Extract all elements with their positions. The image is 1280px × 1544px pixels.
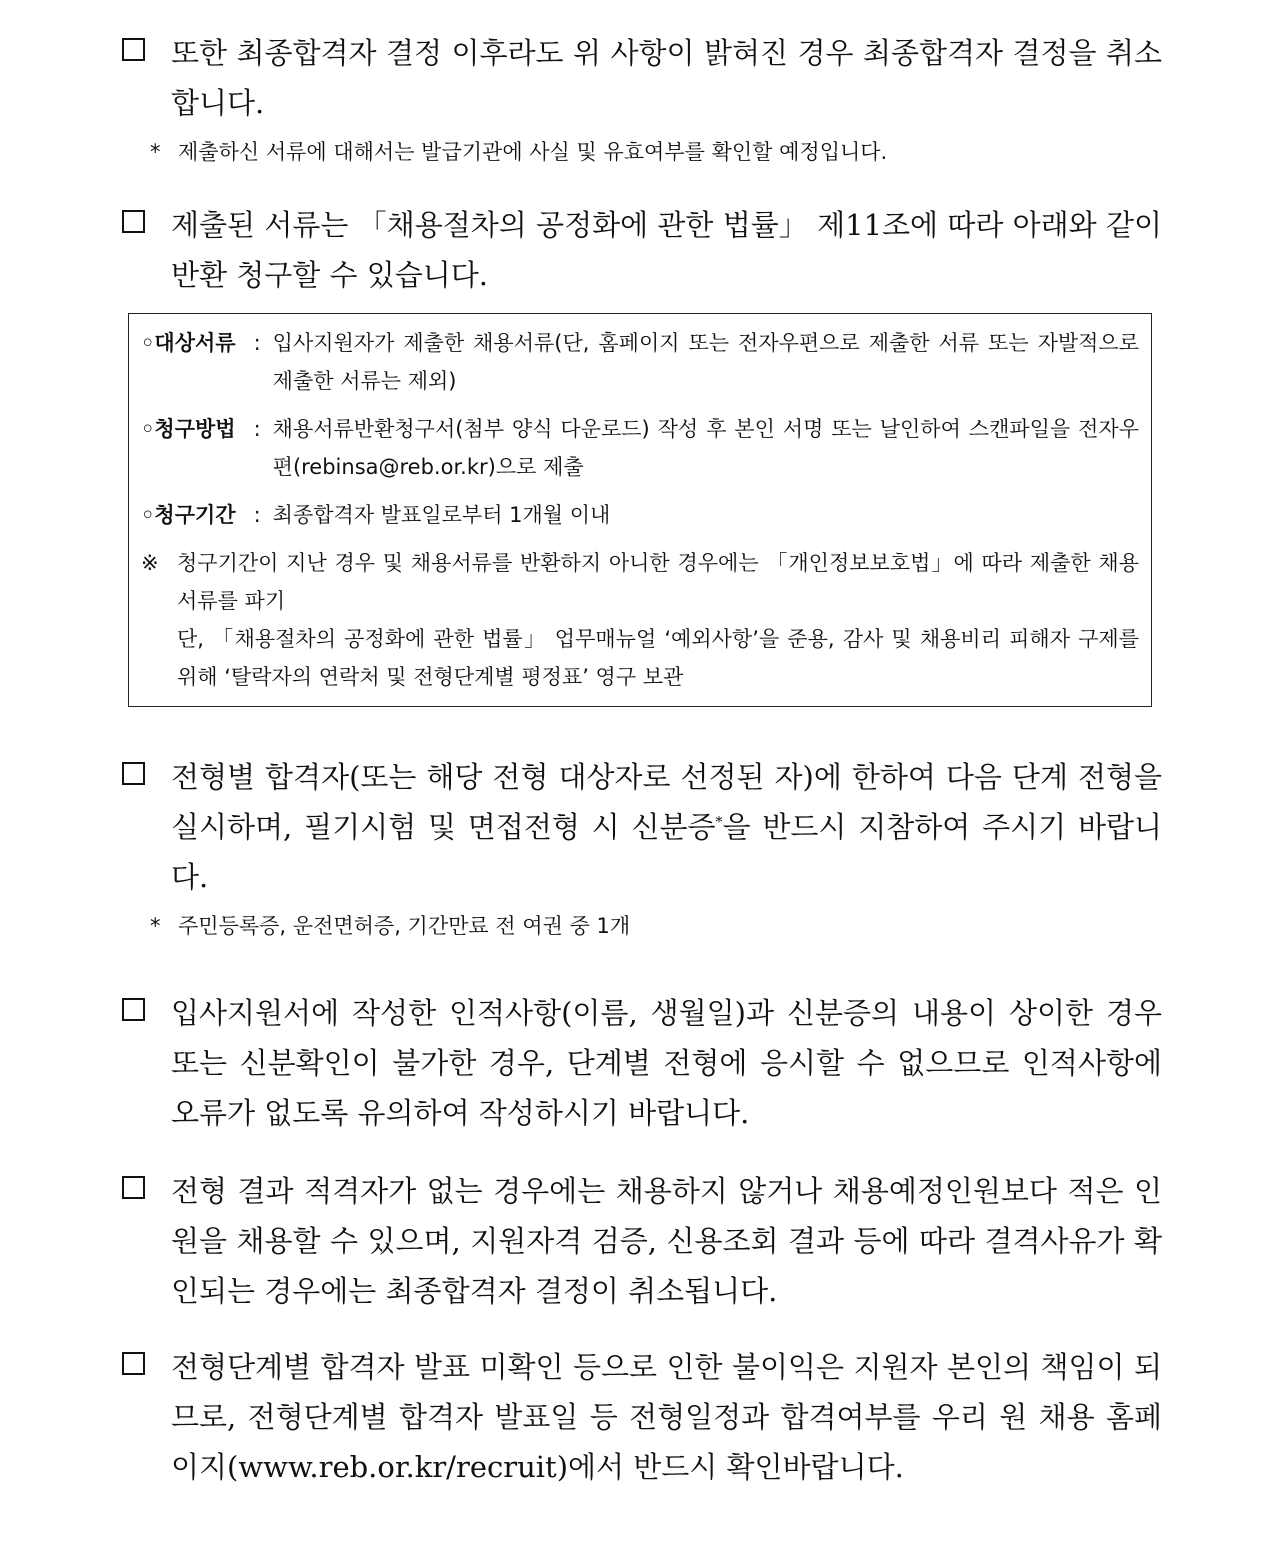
notice-text: 또한 최종합격자 결정 이후라도 위 사항이 밝혀진 경우 최종합격자 결정을 취소합니다. [171, 36, 1162, 120]
info-item-body: 입사지원자가 제출한 채용서류(단, 홈페이지 또는 전자우편으로 제출한 서류 또는 자발적으로 제출한 서류는 제외) [272, 331, 1139, 393]
info-item-label: ◦대상서류 [141, 331, 236, 355]
notice-text: 전형단계별 합격자 발표 미확인 등으로 인한 불이익은 지원자 본인의 책임이 되므로, 전형단계별 합격자 발표일 등 전형일정과 합격여부를 우리 원 채용 홈페이지(www.reb.or.kr/recruit)에서 반드시 확인바랍니다. [171, 1350, 1162, 1484]
info-item-colon: : [253, 331, 261, 355]
document-return-info-box [128, 313, 1152, 707]
notice-section-no-qualified [122, 1166, 1162, 1316]
notice-section-document-return [122, 200, 1162, 300]
footnote-mark: * [150, 914, 161, 938]
info-warning [141, 544, 1139, 696]
notice-text: 전형 결과 적격자가 없는 경우에는 채용하지 않거나 채용예정인원보다 적은 인원을 채용할 수 있으며, 지원자격 검증, 신용조회 결과 등에 따라 결격사유가 확인되는 경우에는 최종합격자 결정이 취소됩니다. [171, 1174, 1162, 1308]
info-item-colon: : [253, 417, 261, 441]
checkbox-square-icon [122, 1352, 145, 1375]
notice-section-id-required [122, 752, 1162, 944]
notice-section-final-pass-cancel [122, 28, 1162, 170]
info-item-label: ◦청구기간 [141, 503, 236, 527]
info-item-colon: : [253, 503, 261, 527]
checkbox-square-icon [122, 210, 145, 233]
reference-mark-icon: ※ [141, 551, 159, 575]
notice-text: 제출된 서류는 「채용절차의 공정화에 관한 법률」 제11조에 따라 아래와 같이 반환 청구할 수 있습니다. [171, 208, 1162, 292]
checkbox-square-icon [122, 762, 145, 785]
notice-text: 전형별 합격자(또는 해당 전형 대상자로 선정된 자)에 한하여 다음 단계 전형을 실시하며, 필기시험 및 면접전형 시 신분증*을 반드시 지참하여 주시기 바랍니다. [171, 760, 1162, 894]
footnote [122, 134, 1162, 170]
info-item-body: 최종합격자 발표일로부터 1개월 이내 [272, 503, 611, 527]
info-item-body: 채용서류반환청구서(첨부 양식 다운로드) 작성 후 본인 서명 또는 날인하여 스캔파일을 전자우편(rebinsa@reb.or.kr)으로 제출 [272, 417, 1139, 479]
checkbox-square-icon [122, 1176, 145, 1199]
exception-text: 단, 「채용절차의 공정화에 관한 법률」 업무매뉴얼 ‘예외사항’을 준용, 감사 및 채용비리 피해자 구제를 위해 ‘탈락자의 연락처 및 전형단계별 평정표’ 영구 보관 [177, 627, 1139, 689]
footnote-text: 주민등록증, 운전면허증, 기간만료 전 여권 중 1개 [178, 914, 631, 938]
superscript-mark: * [715, 814, 723, 831]
checkbox-square-icon [122, 998, 145, 1021]
info-item-target-documents [141, 324, 1139, 400]
footnote [122, 908, 1162, 944]
warning-text: 청구기간이 지난 경우 및 채용서류를 반환하지 아니한 경우에는 「개인정보보호법」에 따라 제출한 채용서류를 파기 [177, 551, 1139, 613]
footnote-mark: * [150, 140, 161, 164]
footnote-text: 제출하신 서류에 대해서는 발급기관에 사실 및 유효여부를 확인할 예정입니다. [178, 140, 888, 164]
info-item-request-method [141, 410, 1139, 486]
checkbox-square-icon [122, 38, 145, 61]
info-item-request-period [141, 496, 1139, 534]
notice-text: 입사지원서에 작성한 인적사항(이름, 생월일)과 신분증의 내용이 상이한 경우 또는 신분확인이 불가한 경우, 단계별 전형에 응시할 수 없으므로 인적사항에 오류가 없도록 유의하여 작성하시기 바랍니다. [171, 996, 1162, 1130]
notice-section-identity-mismatch [122, 988, 1162, 1138]
notice-section-check-results [122, 1342, 1162, 1492]
info-item-label: ◦청구방법 [141, 417, 236, 441]
